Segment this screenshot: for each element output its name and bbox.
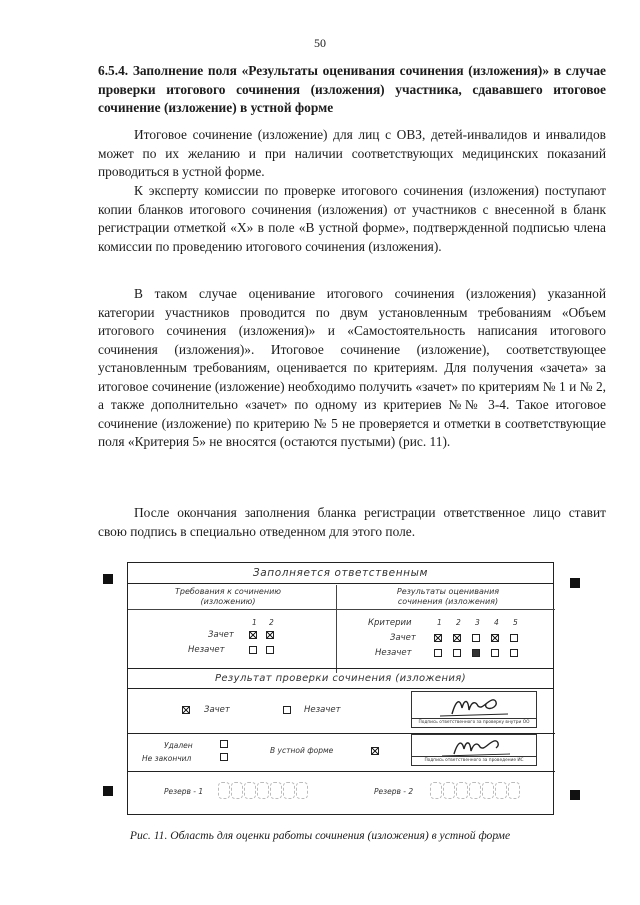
not-finished-checkbox[interactable] — [220, 753, 228, 761]
paragraph-1: Итоговое сочинение (изложение) для лиц с ОВЗ, детей-инвалидов и инвалидов может по их желанию и при наличии соответствующих медицинских показаний проводиться в устной форме. — [98, 127, 606, 179]
criterion-4-pass-checkbox[interactable] — [491, 634, 499, 642]
result-fail-label: Незачет — [304, 705, 341, 715]
req-1-fail-checkbox[interactable] — [249, 646, 257, 654]
criteria-number-2: 2 — [456, 618, 461, 627]
criteria-number-5: 5 — [513, 618, 518, 627]
check-result-section-title: Результат проверки сочинения (изложения) — [128, 668, 553, 689]
criterion-3-pass-checkbox[interactable] — [472, 634, 480, 642]
removed-label: Удален — [164, 741, 193, 750]
req-2-pass-checkbox[interactable] — [266, 631, 274, 639]
results-underline — [336, 609, 555, 610]
result-fail-checkbox[interactable] — [283, 706, 291, 714]
criteria-number-1: 1 — [437, 618, 442, 627]
checker-signature-icon — [412, 692, 536, 720]
criteria-label: Критерии — [368, 618, 412, 628]
column-divider — [336, 585, 337, 673]
registration-marker-bottom-right — [570, 790, 580, 800]
checker-signature-box[interactable] — [411, 691, 537, 728]
organizer-signature-box[interactable] — [411, 734, 537, 766]
criterion-2-pass-checkbox[interactable] — [453, 634, 461, 642]
removed-checkbox[interactable] — [220, 740, 228, 748]
criteria-number-4: 4 — [494, 618, 499, 627]
paragraph-2: К эксперту комиссии по проверке итогового сочинения (изложения) поступают копии бланков итогового сочинения (изложения) от участников с внесенной в бланк регистрации отметкой «Х» в поле «В устной форме», подтвержденной подписью члена комиссии по проведению итогового сочинения (изложения). — [98, 183, 606, 254]
reserve-2-label: Резерв - 2 — [374, 787, 414, 796]
organizer-signature-caption: Подпись ответственного за проведение ИС — [412, 756, 536, 765]
paragraph-4: После окончания заполнения бланка регистрации ответственное лицо ставит свою подпись в специально отведенном для этого поле. — [98, 505, 606, 539]
page-number: 50 — [314, 36, 326, 50]
registration-marker-bottom-left — [103, 786, 113, 796]
paragraph-3: В таком случае оценивание итогового сочинения (изложения) указанной категории участников проводится по двум установленным требованиям «Объем итогового сочинения (изложения)» и «Самостоятельность написания итогового сочинения (изложения)». Итоговое сочинение (изложение), соответствующее установленным требованиям, оценивается по критериям. Для получения «зачета» за итоговое сочинение (изложение) необходимо получить «зачет» по критериям № 1 и № 2, а также дополнительно «зачет» по одному из критериев №№ 3-4. Такое итоговое сочинение (изложение) по критерию № 5 не проверяется и отметки в соответствующие поля «Критерия 5» не вносятся (остаются пустыми) (рис. 11). — [98, 286, 606, 449]
result-pass-checkbox[interactable] — [182, 706, 190, 714]
requirements-header: Требования к сочинению (изложению) — [174, 587, 282, 606]
section-heading: 6.5.4. Заполнение поля «Результаты оценивания сочинения (изложения)» в случае проверки итогового сочинения (изложения) участника, сдававшего итоговое сочинение (изложение) в устной форме — [98, 63, 606, 115]
req-pass-label: Зачет — [208, 630, 234, 640]
req-fail-label: Незачет — [188, 645, 225, 655]
form-title: Заполняется ответственным — [128, 563, 553, 584]
results-header: Результаты оценивания сочинения (изложения) — [396, 587, 500, 606]
reserve-2-field[interactable] — [430, 782, 521, 798]
criterion-1-pass-checkbox[interactable] — [434, 634, 442, 642]
evaluation-form — [127, 562, 554, 815]
criteria-number-3: 3 — [475, 618, 480, 627]
reserve-1-field[interactable] — [218, 782, 309, 798]
criterion-1-fail-checkbox[interactable] — [434, 649, 442, 657]
reserve-1-label: Резерв - 1 — [164, 787, 204, 796]
oral-form-checkbox[interactable] — [371, 747, 379, 755]
oral-form-label: В устной форме — [270, 746, 334, 755]
req-2-fail-checkbox[interactable] — [266, 646, 274, 654]
not-finished-label: Не закончил — [142, 754, 192, 763]
registration-marker-top-right — [570, 578, 580, 588]
reserve-divider — [128, 771, 555, 772]
registration-marker-top-left — [103, 574, 113, 584]
criteria-pass-label: Зачет — [390, 633, 416, 643]
req-1-pass-checkbox[interactable] — [249, 631, 257, 639]
criterion-5-pass-checkbox[interactable] — [510, 634, 518, 642]
criterion-3-fail-checkbox[interactable] — [472, 649, 480, 657]
criterion-2-fail-checkbox[interactable] — [453, 649, 461, 657]
criterion-4-fail-checkbox[interactable] — [491, 649, 499, 657]
requirements-underline — [128, 609, 336, 610]
req-number-1: 1 — [252, 618, 257, 627]
req-number-2: 2 — [269, 618, 274, 627]
checker-signature-caption: Подпись ответственного за проверку внутри ОО — [412, 718, 536, 727]
criteria-fail-label: Незачет — [375, 648, 412, 658]
result-pass-label: Зачет — [204, 705, 230, 715]
criterion-5-fail-checkbox[interactable] — [510, 649, 518, 657]
figure-caption: Рис. 11. Область для оценки работы сочинения (изложения) в устной форме — [129, 829, 511, 842]
